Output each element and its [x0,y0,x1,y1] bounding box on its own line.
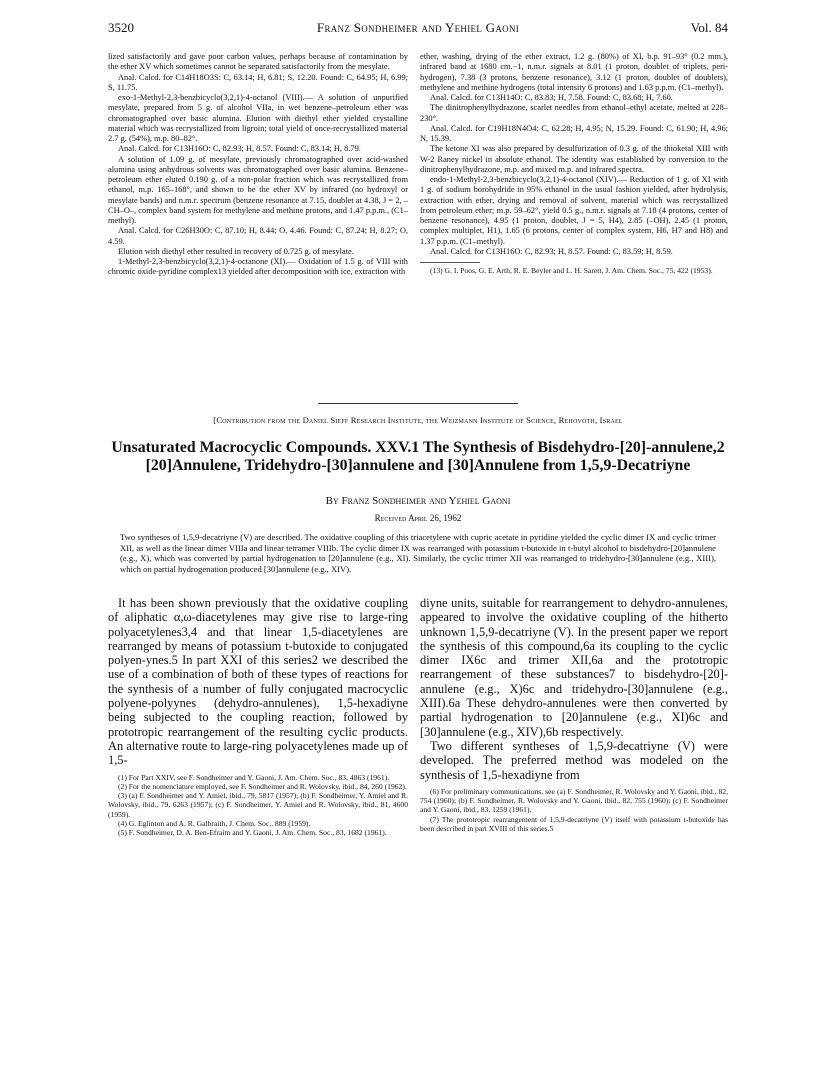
paragraph: 1-Methyl-2,3-benzbicyclo(3,2,1)-4-octanone (XI).— Oxidation of 1.5 g. of VIII with chromic oxide-pyridine complex13 yielded after decomposition with ice, extraction with [108,257,408,277]
paragraph: Anal. Calcd. for C13H16O: C, 82.93; H, 8.57. Found: C, 83.59; H, 8.59. [430,246,673,256]
paragraph: ether, washing, drying of the ether extract, 1.2 g. (80%) of XI, b.p. 91–93° (0.2 mm.), infrared band at 1680 cm.−1, n.m.r. signals at 8.01 (1 proton, doublet of triplets, peri-hydrogen), 7.38 (3 protons, benzene resonance), 3.12 (1 proton, doublet of doublets), methylene and methine hydrogens (total intensity 6 protons) and 1.63 p.p.m. (C1–methyl). [420,52,728,92]
footnotes-left [108,773,408,838]
footnote-divider [420,262,480,263]
footnote: (7) The prototropic rearrangement of 1,5,9-decatriyne (V) itself with potassium t-butoxide has been described in part XVIII of this series.5 [420,814,728,834]
paragraph: Anal. Calcd. for C26H30O: C, 87.10; H, 8.44; O, 4.46. Found: C, 87.24; H, 8.27; O, 4.59. [108,226,408,246]
paragraph: The ketone XI was also prepared by desulfurization of 0.3 g. of the thioketal XIII with W-2 Raney nickel in absolute ethanol. The identity was established by conversion to the dinitrophenylhydrazone, m.p. and mixed m.p. and infrared spectra. [420,144,728,174]
paragraph: Anal. Calcd. for C13H14O: C, 83.83; H, 7.58. Found: C, 83.68; H, 7.60. [430,93,673,102]
footnote: (13) G. I. Poos, G. E. Arth, R. E. Beyler and L. H. Sarett, J. Am. Chem. Soc., 75, 422 (1953). [430,266,713,275]
footnote: (6) For preliminary communications, see (a) F. Sondheimer, R. Wolovsky and Y. Gaoni, ibid., 82, 754 (1960); (b) F. Sondheimer, R. Wolovsky and Y. Gaoni, ibid., 82, 755 (1960); (c) F. Sondheimer and Y. Gaoni, ibid., 83, 1259 (1961). [420,786,728,815]
footnote: (4) G. Eglinton and A. R. Galbraith, J. Chem. Soc., 889 (1959). [118,819,311,829]
paragraph: A solution of 1.09 g. of mesylate, previously chromatographed over acid-washed alumina using anhydrous solvents was chromatographed over basic alumina. Benzene–petroleum ether eluted 0.190 g. of a non-polar fraction which was recrystallized from ethanol, m.p. 165–168°, and shown to be the ether XV by infrared (no hydroxyl or mesylate bands) and n.m.r. spectrum (benzene resonance at 7.15, doublet at 4.38, J = 2, –CH–O–, complex band system for methylene and methine protons, and 1.47 p.p.m., (C1–methyl). [108,154,408,225]
footnote: (5) F. Sondheimer, D. A. Ben-Efraim and Y. Gaoni, J. Am. Chem. Soc., 83, 1682 (1961). [118,828,387,838]
authors: By Franz Sondheimer and Yehiel Gaoni [325,495,511,507]
paragraph: endo-1-Methyl-2,3-benzbicyclo(3,2,1)-4-octanol (XIV).— Reduction of 1 g. of XI with 1 g. of sodium borohydride in 95% ethanol in the usual fashion yielded, after hydrolysis, extraction with ether, drying and removal of solvent, material which was recrystallized from petroleum ether; m.p. 59–62°, yield 0.5 g., n.m.r. signals at 7.18 (4 protons, center of benzene resonance), 4.95 (1 proton, doublet, J = 5, H4), 2.85 (–OH), 2.45 (1 proton, complex multiplet, H1), 1.65 (6 protons, center of complex system, H6, H7 and H8) and 1.37 p.p.m. (C1–methyl). [420,175,728,246]
footnote: (3) (a) F. Sondheimer and Y. Amiel, ibid., 79, 5817 (1957); (b) F. Sondheimer, Y. Amiel and R. Wolovsky, ibid., 79, 6263 (1957); (c) F. Sondheimer, Y. Amiel and R. Wolovsky, ibid., 81, 4600 (1959). [108,791,408,819]
footnote: (2) For the nomenclature employed, see F. Sondheimer and R. Wolovsky, ibid., 84, 260 (1962). [118,781,407,791]
paragraph: lized satisfactorily and gave poor carbon values, perhaps because of contamination by the ether XV which sometimes cannot be separated satisfactorily from the mesylate. [108,52,408,72]
paragraph: Anal. Calcd. for C13H16O: C, 82.93; H, 8.57. Found: C, 83.14; H, 8.79. [118,144,361,154]
article-title: Unsaturated Macrocyclic Compounds. XXV.1 The Synthesis of Bisdehydro-[20]-annulene,2 [20]Annulene, Tridehydro-[30]annulene and [30]Annulene from 1,5,9-Decatriyne [111,439,725,474]
section-divider [318,403,518,404]
paragraph: exo-1-Methyl-2,3-benzbicyclo(3,2,1)-4-octanol (VIII).— A solution of unpurified mesylate, prepared from 5 g. of alcohol VIIa, in wet benzene–petroleum ether was chromatographed over basic alumina. Elution with diethyl ether yielded crystalline material which was recrystallized from ligroin; total yield of once-recrystallized material 2.7 g. (54%), m.p. 80–82°. [108,93,408,143]
page-header [108,20,728,40]
volume-label: Vol. 84 [690,20,728,35]
footnote: (1) For Part XXIV, see F. Sondheimer and Y. Gaoni, J. Am. Chem. Soc., 83, 4863 (1961). [118,772,390,782]
paragraph: Two different syntheses of 1,5,9-decatriyne (V) were developed. The preferred method was modeled on the synthesis of 1,5-hexadiyne from [420,738,728,782]
abstract: Two syntheses of 1,5,9-decatriyne (V) are described. The oxidative coupling of this triacetylene with cupric acetate in pyridine yielded the cyclic dimer IX and cyclic trimer XII, as well as the linear dimer VIIIa and linear tetramer VIIIb. The cyclic dimer IX was rearranged with potassium t-butoxide in t-butyl alcohol to bisdehydro-[20]annulene (e.g., X), which was converted by partial hydrogenation to [20]annulene (e.g., XI). Similarly, the cyclic trimer XII was rearranged to tridehydro-[30]annulene (e.g., XIII), which on partial hydrogenation produced [30]annulene (e.g., XIV). [120,532,716,574]
paragraph: The dinitrophenylhydrazone, scarlet needles from ethanol–ethyl acetate, melted at 228–230°. [420,103,728,123]
paragraph: Anal. Calcd. for C19H18N4O4: C, 62.28; H, 4.95; N, 15.29. Found: C, 61.90; H, 4.96; N, 15.39. [420,123,728,143]
footnotes-right [420,787,728,833]
received-date: Received April 26, 1962 [374,513,462,523]
paragraph: It has been shown previously that the oxidative coupling of aliphatic α,ω-diacetylenes may give rise to large-ring polyacetylenes3,4 and that linear 1,5-diacetylenes are rearranged by means of potassium t-butoxide to conjugated polyen-ynes.5 In part XXI of this series2 we described the use of a combination of both of these types of reactions for the synthesis of a number of fully conjugated macrocyclic polyene-polyynes (dehydro-annulenes), 1,5-hexadiyne being subjected to the coupling reaction, followed by prototropic rearrangement of the resulting cyclic products. An alternative route to large-ring polyacetylenes made up of 1,5- [108,596,408,768]
paragraph: Anal. Calcd. for C14H18O3S: C, 63.14; H, 6.81; S, 12.20. Found: C, 64.95; H, 6.99; S, 11.75. [108,72,408,92]
paragraph: Elution with diethyl ether resulted in recovery of 0.725 g. of mesylate. [118,246,354,256]
right-experimental-column [420,52,728,275]
left-body-column [108,596,408,838]
page-number: 3520 [108,20,134,35]
running-title: Franz Sondheimer and Yehiel Gaoni [316,20,520,35]
paragraph: diyne units, suitable for rearrangement to dehydro-annulenes, appeared to involve the oxidative coupling of the hitherto unknown 1,5,9-decatriyne (V). In the present paper we report the synthesis of this compound,6a its coupling to the cyclic dimer IX6c and trimer XII,6a and the prototropic rearrangement of these substances7 to bisdehydro-[20]-annulene (e.g., X)6c and tridehydro-[30]annulene (e.g., XIII).6a These dehydro-annulenes were then converted by partial hydrogenation to [20]annulene (e.g., XI)6c and [30]annulene (e.g., XIV),6b respectively. [420,596,728,739]
right-body-column [420,596,728,833]
contribution-line: [Contribution from the Daniel Sieff Research Institute, the Weizmann Institute of Science, Rehovoth, Israel [213,415,623,425]
left-experimental-column [108,52,408,278]
